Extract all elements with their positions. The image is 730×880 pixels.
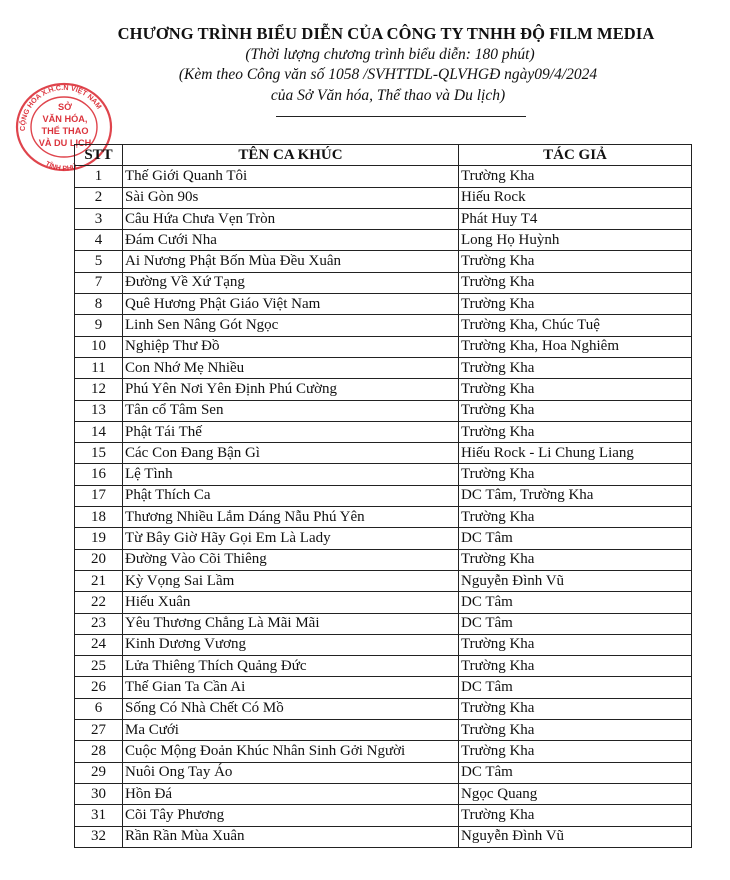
author-cell: DC Tâm, Trường Kha xyxy=(459,485,692,506)
table-row xyxy=(75,613,692,634)
stt-cell: 15 xyxy=(75,443,123,464)
header-author: TÁC GIẢ xyxy=(459,145,692,166)
table-row xyxy=(75,379,692,400)
song-title-cell: Lửa Thiêng Thích Quảng Đức xyxy=(123,656,459,677)
author-cell: Trường Kha, Chúc Tuệ xyxy=(459,315,692,336)
table-row xyxy=(75,762,692,783)
stamp-line-3: THỂ THAO xyxy=(41,126,89,136)
song-title-cell: Thế Giới Quanh Tôi xyxy=(123,166,459,187)
table-row xyxy=(75,166,692,187)
song-title-cell: Thương Nhiều Lắm Dáng Nẫu Phú Yên xyxy=(123,507,459,528)
stt-cell: 29 xyxy=(75,762,123,783)
stt-cell: 21 xyxy=(75,570,123,591)
author-cell: DC Tâm xyxy=(459,762,692,783)
stt-cell: 8 xyxy=(75,294,123,315)
table-row xyxy=(75,549,692,570)
author-cell: Hiếu Rock - Li Chung Liang xyxy=(459,443,692,464)
table-row xyxy=(75,592,692,613)
stt-cell: 12 xyxy=(75,379,123,400)
stt-cell: 6 xyxy=(75,698,123,719)
table-row xyxy=(75,720,692,741)
author-cell: Long Họ Huỳnh xyxy=(459,230,692,251)
stt-cell: 30 xyxy=(75,783,123,804)
song-table-body xyxy=(75,166,692,848)
stt-cell: 26 xyxy=(75,677,123,698)
author-cell: Hiếu Rock xyxy=(459,187,692,208)
header-stt: STT xyxy=(75,145,123,166)
stt-cell: 2 xyxy=(75,187,123,208)
song-title-cell: Đường Vào Cõi Thiêng xyxy=(123,549,459,570)
song-title-cell: Đường Về Xứ Tạng xyxy=(123,272,459,293)
table-row xyxy=(75,336,692,357)
song-title-cell: Sống Có Nhà Chết Có Mồ xyxy=(123,698,459,719)
song-title-cell: Kỳ Vọng Sai Lầm xyxy=(123,570,459,591)
stt-cell: 25 xyxy=(75,656,123,677)
song-title-cell: Các Con Đang Bận Gì xyxy=(123,443,459,464)
stt-cell: 7 xyxy=(75,272,123,293)
table-row xyxy=(75,805,692,826)
stt-cell: 11 xyxy=(75,357,123,378)
table-row xyxy=(75,826,692,847)
author-cell: Trường Kha xyxy=(459,634,692,655)
author-cell: Trường Kha xyxy=(459,400,692,421)
stt-cell: 9 xyxy=(75,315,123,336)
reference-line: (Kèm theo Công văn số 1058 /SVHTTDL-QLVHGĐ ngày09/4/2024 xyxy=(178,66,598,83)
table-row xyxy=(75,634,692,655)
stt-cell: 31 xyxy=(75,805,123,826)
song-title-cell: Đám Cưới Nha xyxy=(123,230,459,251)
author-cell: Trường Kha xyxy=(459,251,692,272)
table-row xyxy=(75,570,692,591)
stt-cell: 18 xyxy=(75,507,123,528)
stamp-line-2: VĂN HÓA, xyxy=(42,114,88,124)
table-row xyxy=(75,251,692,272)
table-row xyxy=(75,187,692,208)
table-row xyxy=(75,741,692,762)
author-cell: Trường Kha xyxy=(459,421,692,442)
song-title-cell: Cuộc Mộng Đoản Khúc Nhân Sinh Gởi Người xyxy=(123,741,459,762)
author-cell: Trường Kha xyxy=(459,507,692,528)
song-table xyxy=(74,144,692,848)
table-row xyxy=(75,357,692,378)
stt-cell: 13 xyxy=(75,400,123,421)
author-cell: DC Tâm xyxy=(459,592,692,613)
song-title-cell: Tân cổ Tâm Sen xyxy=(123,400,459,421)
stamp-line-4: VÀ DU LỊCH xyxy=(38,138,92,148)
stt-cell: 1 xyxy=(75,166,123,187)
song-title-cell: Con Nhớ Mẹ Nhiều xyxy=(123,357,459,378)
table-row xyxy=(75,421,692,442)
issuer-line: của Sở Văn hóa, Thể thao và Du lịch) xyxy=(270,87,506,104)
author-cell: Trường Kha xyxy=(459,379,692,400)
stt-cell: 10 xyxy=(75,336,123,357)
song-title-cell: Phật Tái Thế xyxy=(123,421,459,442)
author-cell: Trường Kha, Hoa Nghiêm xyxy=(459,336,692,357)
author-cell: Trường Kha xyxy=(459,656,692,677)
stt-cell: 3 xyxy=(75,208,123,229)
song-title-cell: Phật Thích Ca xyxy=(123,485,459,506)
table-row xyxy=(75,294,692,315)
author-cell: Trường Kha xyxy=(459,294,692,315)
header-divider xyxy=(276,116,526,117)
author-cell: DC Tâm xyxy=(459,677,692,698)
song-title-cell: Kinh Dương Vương xyxy=(123,634,459,655)
table-row xyxy=(75,208,692,229)
table-row xyxy=(75,528,692,549)
song-title-cell: Nuôi Ong Tay Áo xyxy=(123,762,459,783)
song-title-cell: Linh Sen Nâng Gót Ngọc xyxy=(123,315,459,336)
song-title-cell: Câu Hứa Chưa Vẹn Tròn xyxy=(123,208,459,229)
duration-line: (Thời lượng chương trình biểu diễn: 180 phút) xyxy=(245,46,535,63)
author-cell: Trường Kha xyxy=(459,549,692,570)
stt-cell: 22 xyxy=(75,592,123,613)
stamp-outer-text: CỘNG HÒA X.H.C.N VIỆT NAM xyxy=(17,82,104,132)
table-row xyxy=(75,698,692,719)
song-title-cell: Sài Gòn 90s xyxy=(123,187,459,208)
table-row xyxy=(75,656,692,677)
stt-cell: 14 xyxy=(75,421,123,442)
header-song: TÊN CA KHÚC xyxy=(123,145,459,166)
stt-cell: 17 xyxy=(75,485,123,506)
stt-cell: 19 xyxy=(75,528,123,549)
stamp-line-1: SỞ xyxy=(58,102,72,112)
table-row xyxy=(75,443,692,464)
song-title-cell: Nghiệp Thư Đồ xyxy=(123,336,459,357)
table-row xyxy=(75,485,692,506)
song-title-cell: Ai Nương Phật Bốn Mùa Đều Xuân xyxy=(123,251,459,272)
song-title-cell: Hiếu Xuân xyxy=(123,592,459,613)
author-cell: Ngọc Quang xyxy=(459,783,692,804)
author-cell: Phát Huy T4 xyxy=(459,208,692,229)
song-title-cell: Ma Cưới xyxy=(123,720,459,741)
stt-cell: 5 xyxy=(75,251,123,272)
author-cell: Trường Kha xyxy=(459,720,692,741)
table-row xyxy=(75,315,692,336)
table-row xyxy=(75,783,692,804)
document-title: CHƯƠNG TRÌNH BIỂU DIỄN CỦA CÔNG TY TNHH ĐỘ FILM MEDIA xyxy=(117,24,655,43)
author-cell: Trường Kha xyxy=(459,805,692,826)
stt-cell: 16 xyxy=(75,464,123,485)
author-cell: Trường Kha xyxy=(459,698,692,719)
song-title-cell: Phú Yên Nơi Yên Định Phú Cường xyxy=(123,379,459,400)
stt-cell: 20 xyxy=(75,549,123,570)
song-title-cell: Lệ Tình xyxy=(123,464,459,485)
author-cell: DC Tâm xyxy=(459,528,692,549)
author-cell: Trường Kha xyxy=(459,166,692,187)
author-cell: Nguyễn Đình Vũ xyxy=(459,570,692,591)
author-cell: Trường Kha xyxy=(459,272,692,293)
stt-cell: 24 xyxy=(75,634,123,655)
song-title-cell: Quê Hương Phật Giáo Việt Nam xyxy=(123,294,459,315)
stt-cell: 23 xyxy=(75,613,123,634)
table-row xyxy=(75,230,692,251)
table-row xyxy=(75,400,692,421)
author-cell: DC Tâm xyxy=(459,613,692,634)
table-row xyxy=(75,464,692,485)
stt-cell: 32 xyxy=(75,826,123,847)
table-row xyxy=(75,677,692,698)
author-cell: Trường Kha xyxy=(459,464,692,485)
song-title-cell: Từ Bây Giờ Hãy Gọi Em Là Lady xyxy=(123,528,459,549)
stt-cell: 28 xyxy=(75,741,123,762)
stt-cell: 4 xyxy=(75,230,123,251)
table-row xyxy=(75,507,692,528)
song-title-cell: Thế Gian Ta Cần Ai xyxy=(123,677,459,698)
song-title-cell: Hồn Đá xyxy=(123,783,459,804)
table-row xyxy=(75,272,692,293)
song-title-cell: Cõi Tây Phương xyxy=(123,805,459,826)
song-title-cell: Rần Rần Mùa Xuân xyxy=(123,826,459,847)
stt-cell: 27 xyxy=(75,720,123,741)
song-title-cell: Yêu Thương Chẳng Là Mãi Mãi xyxy=(123,613,459,634)
table-header-row xyxy=(75,145,692,166)
stamp-bottom-text: TỈNH PHÚ xyxy=(44,160,78,173)
author-cell: Nguyễn Đình Vũ xyxy=(459,826,692,847)
author-cell: Trường Kha xyxy=(459,741,692,762)
author-cell: Trường Kha xyxy=(459,357,692,378)
